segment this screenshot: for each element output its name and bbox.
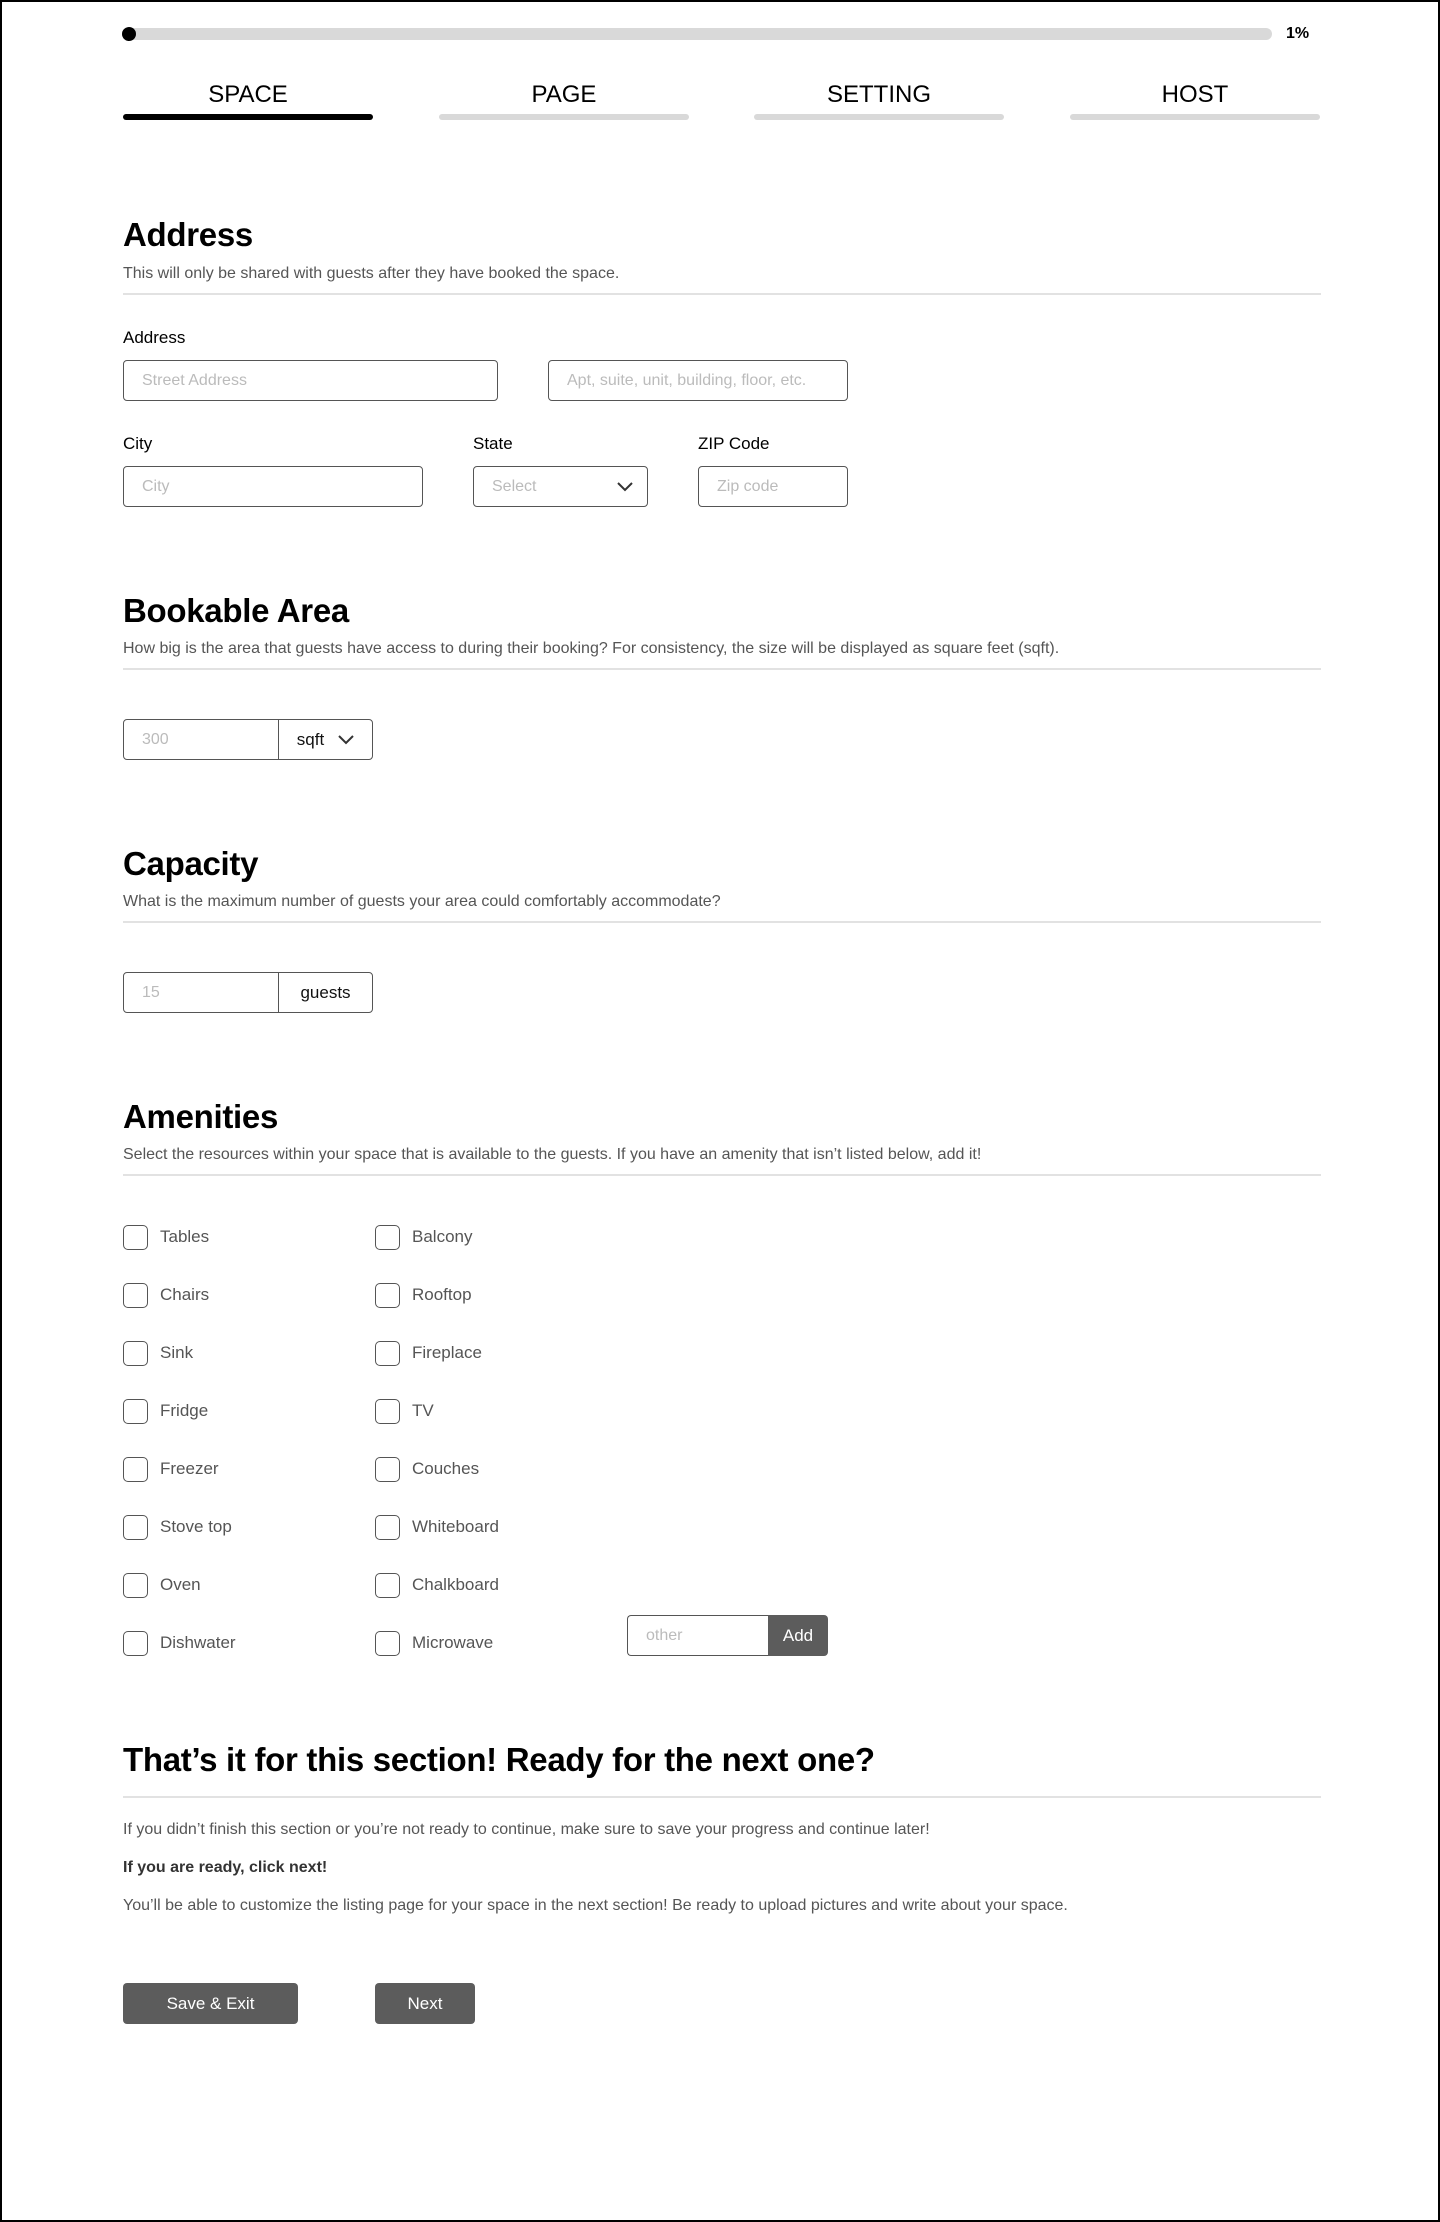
finish-ready-note: If you are ready, click next! xyxy=(123,1859,328,1876)
amenity-option[interactable] xyxy=(123,1456,219,1482)
guests-input[interactable] xyxy=(124,973,279,1012)
zip-label: ZIP Code xyxy=(698,434,770,453)
apt-suite-input[interactable] xyxy=(548,360,848,401)
checkbox[interactable] xyxy=(123,1573,148,1598)
divider xyxy=(123,668,1321,670)
amenity-option[interactable] xyxy=(375,1340,482,1366)
add-amenity-group xyxy=(627,1615,828,1656)
amenities-title: Amenities xyxy=(123,1098,279,1135)
area-unit-value: sqft xyxy=(296,729,325,749)
other-amenity-input[interactable] xyxy=(627,1615,768,1656)
checkbox[interactable] xyxy=(375,1515,400,1540)
amenity-option[interactable] xyxy=(375,1630,493,1656)
save-exit-button[interactable]: Save & Exit xyxy=(123,1983,298,2024)
tab-label: HOST xyxy=(1161,81,1229,108)
progress-bar-track xyxy=(123,28,1272,40)
tab-label: SETTING xyxy=(826,81,931,108)
state-select[interactable] xyxy=(473,466,648,507)
amenity-label: Microwave xyxy=(412,1633,494,1652)
guests-unit-label: guests xyxy=(300,982,351,1002)
checkbox[interactable] xyxy=(375,1573,400,1598)
tab-setting[interactable] xyxy=(754,80,1004,120)
capacity-title: Capacity xyxy=(123,845,259,882)
amenity-label: Fireplace xyxy=(412,1343,482,1362)
city-placeholder: City xyxy=(142,477,170,495)
tab-indicator xyxy=(754,114,1004,120)
amenity-option[interactable] xyxy=(123,1514,232,1540)
city-input[interactable] xyxy=(123,466,423,507)
amenity-label: Fridge xyxy=(160,1401,209,1420)
amenity-label: Dishwater xyxy=(160,1633,236,1652)
capacity-description: What is the maximum number of guests your area could comfortably accommodate? xyxy=(123,893,721,910)
amenity-label: Chairs xyxy=(160,1285,210,1304)
amenities-description: Select the resources within your space that is available to the guests. If you have an amenity that isn’t listed below, add it! xyxy=(123,1146,982,1163)
tab-host[interactable] xyxy=(1070,80,1320,120)
amenity-label: Sink xyxy=(160,1343,194,1362)
area-size-field xyxy=(123,719,373,760)
checkbox[interactable] xyxy=(375,1457,400,1482)
amenity-option[interactable] xyxy=(123,1630,236,1656)
bookable-area-description: How big is the area that guests have access to during their booking? For consistency, the size will be displayed as square feet (sqft). xyxy=(123,640,1060,657)
tab-page[interactable] xyxy=(439,80,689,120)
state-placeholder: Select xyxy=(492,477,537,495)
street-address-placeholder: Street Address xyxy=(142,371,247,389)
checkbox[interactable] xyxy=(123,1399,148,1424)
checkbox[interactable] xyxy=(375,1631,400,1656)
next-button[interactable]: Next xyxy=(375,1983,475,2024)
divider xyxy=(123,1174,1321,1176)
checkbox[interactable] xyxy=(375,1225,400,1250)
checkbox[interactable] xyxy=(123,1341,148,1366)
amenity-option[interactable] xyxy=(375,1514,499,1540)
state-label: State xyxy=(473,434,513,453)
finish-title: That’s it for this section! Ready for the next one? xyxy=(123,1741,875,1778)
checkbox[interactable] xyxy=(375,1399,400,1424)
area-size-input[interactable] xyxy=(124,720,279,759)
amenity-label: Balcony xyxy=(412,1227,473,1246)
city-label: City xyxy=(123,434,153,453)
tab-label: SPACE xyxy=(208,81,288,108)
amenity-option[interactable] xyxy=(123,1340,193,1366)
finish-next-note: You’ll be able to customize the listing page for your space in the next section! Be ready to upload pictures and write about your space. xyxy=(123,1897,1068,1914)
checkbox[interactable] xyxy=(123,1225,148,1250)
street-address-input[interactable] xyxy=(123,360,498,401)
tab-space[interactable] xyxy=(123,80,373,120)
finish-save-note: If you didn’t finish this section or you’re not ready to continue, make sure to save your progress and continue later! xyxy=(123,1821,930,1838)
guests-placeholder: 15 xyxy=(142,983,160,1001)
amenity-option[interactable] xyxy=(123,1282,209,1308)
guests-unit xyxy=(279,973,372,1012)
amenity-label: Whiteboard xyxy=(412,1517,499,1536)
tab-indicator xyxy=(439,114,689,120)
area-size-placeholder: 300 xyxy=(142,730,169,748)
address-description: This will only be shared with guests after they have booked the space. xyxy=(123,265,620,282)
amenity-label: Oven xyxy=(160,1575,201,1594)
amenity-option[interactable] xyxy=(123,1224,209,1250)
amenity-option[interactable] xyxy=(123,1398,208,1424)
divider xyxy=(123,293,1321,295)
amenity-label: Couches xyxy=(412,1459,480,1478)
amenity-label: Tables xyxy=(160,1227,210,1246)
amenity-label: Stove top xyxy=(160,1517,232,1536)
address-label: Address xyxy=(123,328,186,347)
divider xyxy=(123,1796,1321,1798)
address-title: Address xyxy=(123,216,253,253)
checkbox[interactable] xyxy=(375,1283,400,1308)
checkbox[interactable] xyxy=(123,1515,148,1540)
progress-indicator xyxy=(122,27,136,41)
amenity-option[interactable] xyxy=(375,1224,472,1250)
tab-label: PAGE xyxy=(531,81,597,108)
checkbox[interactable] xyxy=(123,1457,148,1482)
amenity-label: Chalkboard xyxy=(412,1575,499,1594)
area-unit-select[interactable] xyxy=(279,720,372,759)
amenity-label: Rooftop xyxy=(412,1285,472,1304)
add-amenity-button[interactable]: Add xyxy=(768,1615,828,1656)
checkbox[interactable] xyxy=(123,1283,148,1308)
zip-code-placeholder: Zip code xyxy=(717,477,779,495)
amenity-option[interactable] xyxy=(375,1398,434,1424)
amenity-option[interactable] xyxy=(123,1572,201,1598)
progress-percent: 1% xyxy=(1286,25,1310,42)
chevron-down-icon xyxy=(617,482,633,492)
apt-suite-placeholder: Apt, suite, unit, building, floor, etc. xyxy=(567,371,807,389)
bookable-area-title: Bookable Area xyxy=(123,592,349,629)
capacity-field xyxy=(123,972,373,1013)
amenity-option[interactable] xyxy=(375,1456,479,1482)
amenity-label: TV xyxy=(412,1401,434,1420)
amenity-option[interactable] xyxy=(375,1282,472,1308)
tab-indicator xyxy=(123,114,373,120)
divider xyxy=(123,921,1321,923)
checkbox[interactable] xyxy=(375,1341,400,1366)
other-amenity-placeholder: other xyxy=(646,1626,683,1644)
chevron-down-icon xyxy=(338,735,354,745)
amenity-option[interactable] xyxy=(375,1572,499,1598)
amenity-label: Freezer xyxy=(160,1459,219,1478)
tab-indicator xyxy=(1070,114,1320,120)
zip-code-input[interactable] xyxy=(698,466,848,507)
checkbox[interactable] xyxy=(123,1631,148,1656)
